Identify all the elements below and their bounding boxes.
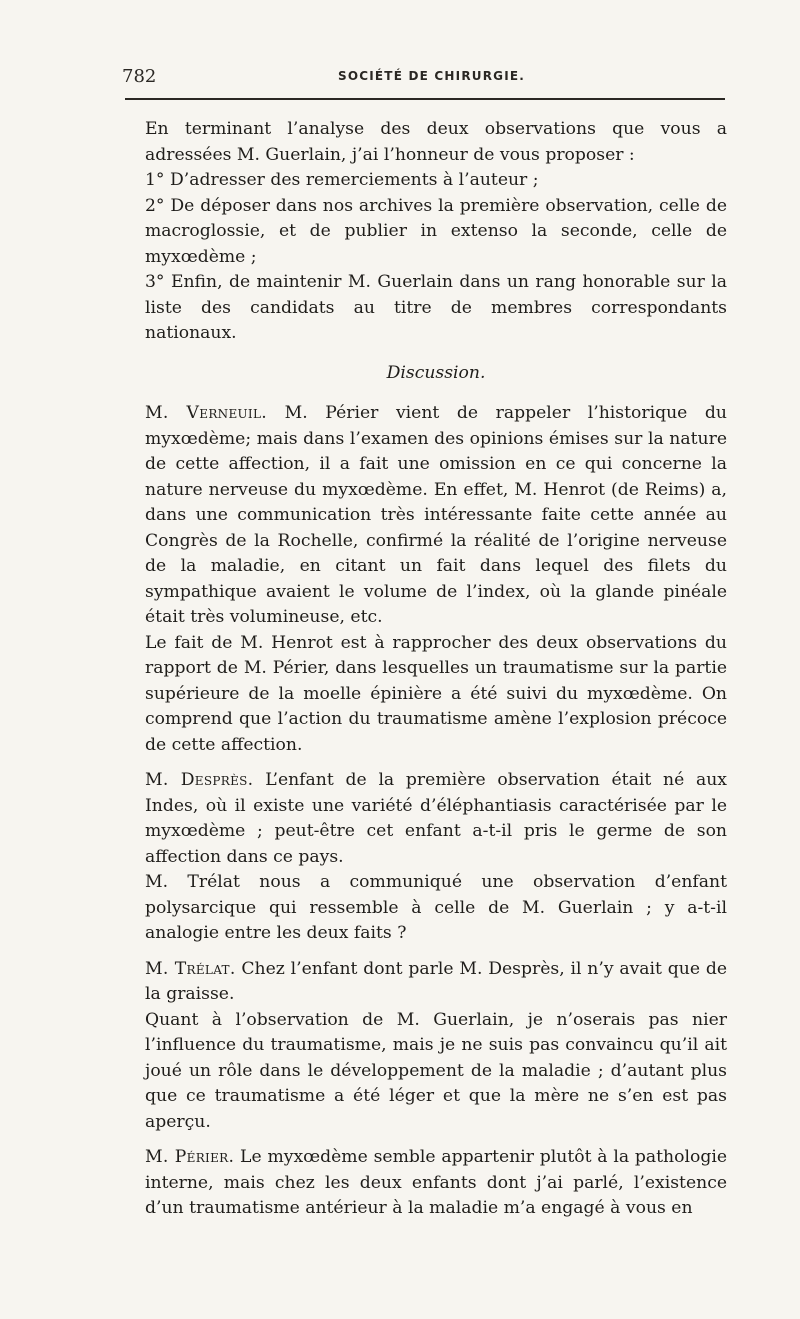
discussion-heading: Discussion. xyxy=(386,362,486,383)
speech-paragraph xyxy=(145,957,727,1008)
speaker-name: M. Périer. xyxy=(145,1147,235,1167)
speech-verneuil xyxy=(145,401,727,758)
journal-title: SOCIÉTÉ DE CHIRURGIE. xyxy=(338,69,526,83)
page-number: 782 xyxy=(122,66,157,87)
speech-paragraph xyxy=(145,401,727,631)
speech-text: Le myxœdème semble appartenir plutôt à la pathologie interne, mais chez les deux enfants dont j’ai parlé, l’existence d’un traumatisme antérieur à la maladie m’a engagé à vous en xyxy=(145,1147,727,1218)
speech-paragraph: Quant à l’observation de M. Guerlain, je n’oserais pas nier l’influence du traumatisme, mais je ne suis pas convaincu qu’il ait joué un rôle dans le développement de la maladie ; d’autant plus que ce traumatisme a été léger et que la mère ne s’en est pas aperçu. xyxy=(145,1009,727,1132)
intro-paragraph: En terminant l’analyse des deux observations que vous a adressées M. Guerlain, j’ai l’honneur de vous proposer : xyxy=(145,119,727,165)
proposal-item: 1° D’adresser des remerciements à l’auteur ; xyxy=(145,170,539,190)
speaker-name: M. Verneuil. xyxy=(145,403,268,423)
header-rule xyxy=(125,98,725,100)
speaker-name: M. Desprès. xyxy=(145,770,254,790)
speech-perier xyxy=(145,1145,727,1222)
speech-paragraph xyxy=(145,768,727,870)
speech-despres xyxy=(145,768,727,947)
proposal-item: 2° De déposer dans nos archives la première observation, celle de macroglossie, et de publier in extenso la seconde, celle de myxœdème ; xyxy=(145,195,727,267)
proposals-list xyxy=(145,168,727,347)
speaker-name: M. Trélat. xyxy=(145,958,236,979)
page-content xyxy=(145,117,727,1222)
speech-text: L’enfant de la première observation était né aux Indes, où il existe une variété d’éléphantiasis caractérisée par le myxœdème ; peut-être cet enfant a-t-il pris le germe de son affection dans ce pays. xyxy=(145,770,727,867)
speech-paragraph: M. Trélat nous a communiqué une observation d’enfant polysarcique qui ressemble à celle de M. Guerlain ; y a-t-il analogie entre les deux faits ? xyxy=(145,872,727,943)
speech-text: Chez l’enfant dont parle M. Desprès, il n’y avait que de la graisse. xyxy=(145,958,727,1004)
speech-paragraph xyxy=(145,1145,727,1222)
speech-trelat xyxy=(145,957,727,1136)
running-header xyxy=(122,66,730,88)
proposal-item: 3° Enfin, de maintenir M. Guerlain dans un rang honorable sur la liste des candidats au titre de membres correspondants nationaux. xyxy=(145,272,727,343)
speech-paragraph: Le fait de M. Henrot est à rapprocher des deux observations du rapport de M. Périer, dans lesquelles un traumatisme sur la partie supérieure de la moelle épinière a été suivi du myxœdème. On comprend que l’action du traumatisme amène l’explosion précoce de cette affection. xyxy=(145,632,727,755)
speech-text: M. Périer vient de rappeler l’historique du myxœdème; mais dans l’examen des opinions émises sur la nature de cette affection, il a fait une omission en ce qui concerne la nature nerveuse du myxœdème. En effet, M. Henrot (de Reims) a, dans une communication très intéressante faite cette année au Congrès de la Rochelle, confirmé la réalité de l’origine nerveuse de la maladie, en citant un fait dans lequel des filets du sympathique avaient le volume de l’index, où la glande pinéale était très volumineuse, etc. xyxy=(145,403,727,627)
